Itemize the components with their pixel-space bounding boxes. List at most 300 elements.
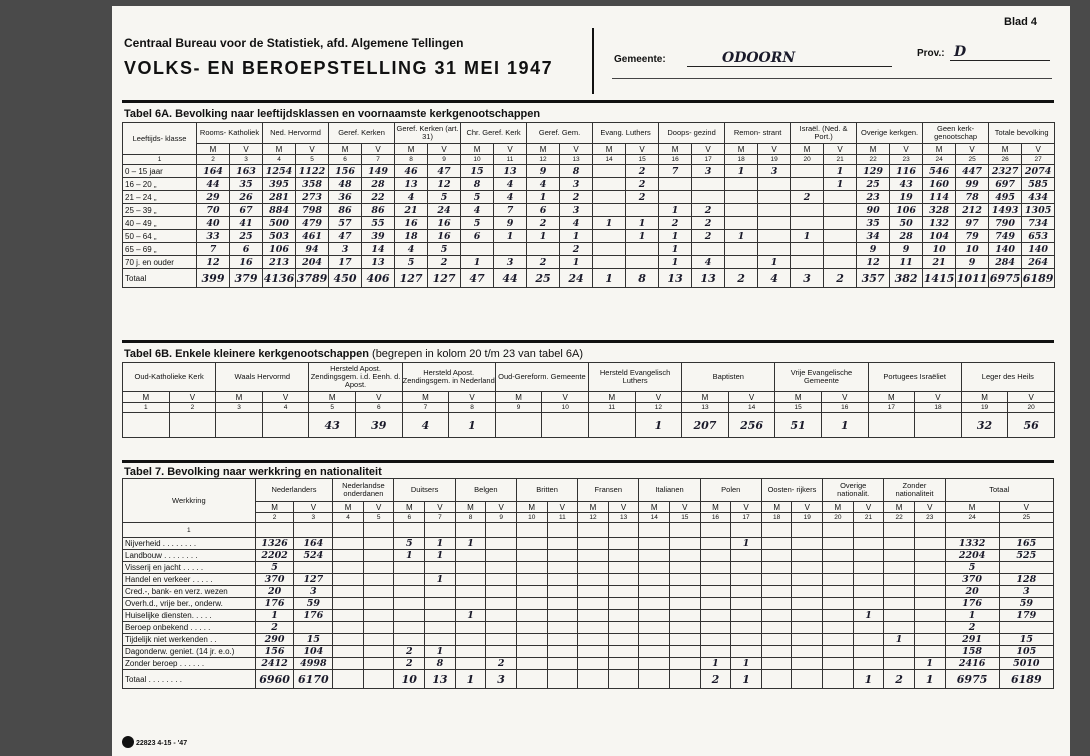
column-m: M <box>329 144 362 155</box>
table-6b-rule <box>122 340 1054 343</box>
column-group-header: Overige kerkgen. <box>857 123 923 144</box>
data-cell: 11 <box>890 256 923 269</box>
table-6b-heading: Enkele kleinere kerkgenootschappen <box>175 348 369 360</box>
data-cell: 90 <box>857 204 890 217</box>
data-cell: 39 <box>362 230 395 243</box>
total-cell: 13 <box>692 269 725 288</box>
bureau-name: Centraal Bureau voor de Statistiek, afd. Algemene Tellingen <box>124 36 464 50</box>
data-cell <box>731 598 762 610</box>
data-cell: 1 <box>494 230 527 243</box>
column-v: V <box>547 502 578 513</box>
data-cell <box>731 610 762 622</box>
total-cell: 24 <box>560 269 593 288</box>
data-cell: 16 <box>428 217 461 230</box>
column-number: 4 <box>262 403 309 413</box>
data-cell <box>725 178 758 191</box>
data-cell <box>593 256 626 269</box>
data-cell <box>824 243 857 256</box>
data-cell <box>725 204 758 217</box>
column-v: V <box>914 502 945 513</box>
data-cell <box>914 538 945 550</box>
column-number: 16 <box>659 155 692 165</box>
data-cell: 2 <box>560 191 593 204</box>
data-cell <box>731 586 762 598</box>
data-cell <box>333 634 364 646</box>
data-cell <box>547 634 578 646</box>
data-cell: 163 <box>230 165 263 178</box>
data-cell <box>761 550 792 562</box>
column-number: 16 <box>700 513 731 523</box>
data-cell <box>608 598 639 610</box>
column-number: 2 <box>169 403 216 413</box>
data-cell <box>547 622 578 634</box>
data-cell: 47 <box>428 165 461 178</box>
total-cell: 8 <box>626 269 659 288</box>
data-cell <box>516 562 547 574</box>
data-cell <box>725 256 758 269</box>
total-cell: 6189 <box>1022 269 1055 288</box>
age-class-label: 70 j. en ouder <box>123 256 197 269</box>
data-cell <box>731 634 762 646</box>
column-group-header: Oud-Gereform. Gemeente <box>495 363 588 392</box>
data-cell <box>593 165 626 178</box>
data-cell <box>455 550 486 562</box>
table-row <box>123 634 1054 646</box>
werkkring-label: Visserij en jacht . . . . . <box>123 562 256 574</box>
data-cell <box>486 574 517 586</box>
data-cell: 47 <box>329 230 362 243</box>
data-cell <box>792 598 823 610</box>
data-cell: 129 <box>857 165 890 178</box>
printer-logo-icon <box>122 736 134 748</box>
total-cell <box>333 670 364 689</box>
data-cell: 2 <box>394 646 425 658</box>
data-cell: 2 <box>527 256 560 269</box>
table-6a <box>122 122 1055 288</box>
data-cell: 25 <box>230 230 263 243</box>
column-group-header: Portugees Israëliet <box>868 363 961 392</box>
column-number: 20 <box>791 155 824 165</box>
column-group-header: Overige nationalit. <box>823 479 884 502</box>
column-group-header: Leger des Heils <box>961 363 1054 392</box>
column-number: 17 <box>731 513 762 523</box>
data-cell <box>700 538 731 550</box>
data-cell <box>731 622 762 634</box>
column-number: 7 <box>425 513 456 523</box>
data-cell <box>363 550 394 562</box>
data-cell: 165 <box>999 538 1053 550</box>
data-cell <box>455 598 486 610</box>
empty-cell <box>945 523 999 538</box>
data-cell: 1 <box>425 538 456 550</box>
data-cell <box>547 574 578 586</box>
table-6a-label: Tabel 6A. <box>124 108 173 120</box>
data-cell: 105 <box>999 646 1053 658</box>
data-cell <box>823 646 854 658</box>
total-label: Totaal . . . . . . . . <box>123 670 256 689</box>
table-row <box>123 658 1054 670</box>
column-group-header: Totaal <box>945 479 1053 502</box>
data-cell <box>914 586 945 598</box>
data-cell <box>516 658 547 670</box>
column-group-header: Rooms- Katholiek <box>197 123 263 144</box>
data-cell: 1 <box>824 178 857 191</box>
column-v: V <box>169 392 216 403</box>
data-cell: 1 <box>425 574 456 586</box>
column-number: 23 <box>890 155 923 165</box>
data-cell <box>578 598 609 610</box>
total-cell: 2 <box>824 269 857 288</box>
column-m: M <box>945 502 999 513</box>
data-cell <box>999 622 1053 634</box>
empty-cell <box>363 523 394 538</box>
data-cell: 1326 <box>255 538 294 550</box>
column-number: 14 <box>639 513 670 523</box>
age-class-label: 40 – 49 „ <box>123 217 197 230</box>
column-number: 19 <box>792 513 823 523</box>
column-number: 24 <box>945 513 999 523</box>
empty-cell <box>294 523 333 538</box>
data-cell <box>639 622 670 634</box>
data-cell: 500 <box>263 217 296 230</box>
data-cell: 13 <box>362 256 395 269</box>
data-cell: 57 <box>329 217 362 230</box>
data-cell: 2 <box>692 204 725 217</box>
column-m: M <box>333 502 364 513</box>
data-cell: 1 <box>700 658 731 670</box>
data-cell <box>792 610 823 622</box>
data-cell <box>791 165 824 178</box>
column-m: M <box>309 392 356 403</box>
data-cell <box>853 658 884 670</box>
data-cell: 2 <box>527 217 560 230</box>
column-m: M <box>123 392 170 403</box>
form-title: VOLKS- EN BEROEPSTELLING 31 MEI 1947 <box>124 58 554 78</box>
data-cell: 204 <box>296 256 329 269</box>
column-group-header: Duitsers <box>394 479 455 502</box>
data-cell: 94 <box>296 243 329 256</box>
column-m: M <box>394 502 425 513</box>
data-cell: 14 <box>362 243 395 256</box>
age-class-label: 21 – 24 „ <box>123 191 197 204</box>
data-cell: 1 <box>731 658 762 670</box>
data-cell <box>547 610 578 622</box>
data-cell: 4 <box>402 413 449 438</box>
data-cell <box>884 574 915 586</box>
data-cell <box>333 622 364 634</box>
empty-cell <box>255 523 294 538</box>
age-class-label: 0 – 15 jaar <box>123 165 197 178</box>
table-7-mv-row <box>123 502 1054 513</box>
data-cell: 104 <box>294 646 333 658</box>
data-cell: 2074 <box>1022 165 1055 178</box>
data-cell: 106 <box>890 204 923 217</box>
data-cell <box>884 622 915 634</box>
column-v: V <box>758 144 791 155</box>
total-cell: 6960 <box>255 670 294 689</box>
data-cell <box>639 634 670 646</box>
total-cell: 357 <box>857 269 890 288</box>
data-cell <box>758 217 791 230</box>
data-cell: 2 <box>428 256 461 269</box>
column-group-header: Oosten- rijkers <box>761 479 822 502</box>
data-cell <box>363 634 394 646</box>
empty-cell <box>455 523 486 538</box>
data-cell <box>169 413 216 438</box>
data-cell <box>853 622 884 634</box>
data-cell <box>333 550 364 562</box>
table-6b <box>122 362 1055 438</box>
column-m: M <box>989 144 1022 155</box>
data-cell: 86 <box>362 204 395 217</box>
data-cell: 3 <box>999 586 1053 598</box>
data-cell: 104 <box>923 230 956 243</box>
column-m: M <box>395 144 428 155</box>
data-cell <box>792 622 823 634</box>
total-cell: 2 <box>725 269 758 288</box>
column-number: 10 <box>542 403 589 413</box>
data-cell <box>333 658 364 670</box>
column-number: 22 <box>857 155 890 165</box>
data-cell: 2 <box>945 622 999 634</box>
table-6b-title <box>124 348 583 360</box>
data-cell: 2 <box>692 230 725 243</box>
column-m: M <box>578 502 609 513</box>
data-cell <box>608 574 639 586</box>
data-cell <box>700 610 731 622</box>
data-cell: 2 <box>560 243 593 256</box>
data-cell <box>394 622 425 634</box>
column-number: 11 <box>589 403 636 413</box>
data-cell <box>626 243 659 256</box>
data-cell <box>791 178 824 191</box>
data-cell <box>791 204 824 217</box>
column-group-header: Israël. (Ned. & Port.) <box>791 123 857 144</box>
column-m: M <box>255 502 294 513</box>
data-cell: 6 <box>461 230 494 243</box>
column-group-header: Doops- gezind <box>659 123 725 144</box>
data-cell: 1 <box>659 256 692 269</box>
column-v: V <box>792 502 823 513</box>
total-cell <box>363 670 394 689</box>
data-cell <box>516 610 547 622</box>
table-6b-mv-row <box>123 392 1055 403</box>
column-number: 26 <box>989 155 1022 165</box>
table-6a-rule <box>122 100 1054 103</box>
data-cell: 2 <box>626 165 659 178</box>
data-cell: 1 <box>659 243 692 256</box>
data-cell <box>731 646 762 658</box>
data-cell: 697 <box>989 178 1022 191</box>
data-cell <box>516 538 547 550</box>
data-cell <box>593 243 626 256</box>
data-cell <box>692 243 725 256</box>
data-cell <box>823 562 854 574</box>
table-row <box>123 178 1055 191</box>
data-cell: 281 <box>263 191 296 204</box>
age-class-label: 50 – 64 „ <box>123 230 197 243</box>
data-cell: 4 <box>692 256 725 269</box>
data-cell <box>294 562 333 574</box>
table-row <box>123 574 1054 586</box>
column-m: M <box>461 144 494 155</box>
werkkring-label: Handel en verkeer . . . . . <box>123 574 256 586</box>
column-v: V <box>486 502 517 513</box>
table-row <box>123 622 1054 634</box>
column-number: 13 <box>608 513 639 523</box>
data-cell <box>425 610 456 622</box>
werkkring-label: Nijverheid . . . . . . . . <box>123 538 256 550</box>
data-cell: 1 <box>527 230 560 243</box>
column-v: V <box>824 144 857 155</box>
empty-cell <box>547 523 578 538</box>
table-7-rule <box>122 460 1054 463</box>
column-v: V <box>956 144 989 155</box>
data-cell: 2327 <box>989 165 1022 178</box>
data-cell: 4998 <box>294 658 333 670</box>
table-row <box>123 204 1055 217</box>
data-cell <box>884 598 915 610</box>
data-cell <box>792 574 823 586</box>
data-cell: 9 <box>527 165 560 178</box>
empty-cell <box>639 523 670 538</box>
data-cell: 23 <box>857 191 890 204</box>
column-number: 11 <box>547 513 578 523</box>
data-cell: 10 <box>956 243 989 256</box>
data-cell <box>700 562 731 574</box>
data-cell <box>823 550 854 562</box>
data-cell: 734 <box>1022 217 1055 230</box>
data-cell <box>823 658 854 670</box>
total-cell: 4 <box>758 269 791 288</box>
data-cell <box>823 586 854 598</box>
column-v: V <box>608 502 639 513</box>
data-cell <box>516 598 547 610</box>
column-number: 20 <box>1008 403 1055 413</box>
data-cell: 5 <box>394 538 425 550</box>
total-cell: 13 <box>659 269 692 288</box>
data-cell <box>884 658 915 670</box>
data-cell: 7 <box>197 243 230 256</box>
data-cell <box>761 574 792 586</box>
data-cell <box>670 550 701 562</box>
data-cell <box>578 646 609 658</box>
data-cell: 20 <box>255 586 294 598</box>
column-group-header: Hersteld Apost. Zendingsgem. i.d. Eenh. d. Apost. <box>309 363 402 392</box>
data-cell <box>486 598 517 610</box>
data-cell: 176 <box>945 598 999 610</box>
data-cell: 3 <box>692 165 725 178</box>
data-cell: 3 <box>560 178 593 191</box>
data-cell: 495 <box>989 191 1022 204</box>
column-number: 2 <box>255 513 294 523</box>
data-cell: 28 <box>362 178 395 191</box>
data-cell <box>363 646 394 658</box>
data-cell <box>791 243 824 256</box>
total-label: Totaal <box>123 269 197 288</box>
empty-cell <box>853 523 884 538</box>
data-cell <box>700 550 731 562</box>
data-cell <box>824 191 857 204</box>
werkkring-label: Tijdelijk niet werkenden . . <box>123 634 256 646</box>
column-number: 20 <box>823 513 854 523</box>
data-cell <box>363 610 394 622</box>
column-m: M <box>700 502 731 513</box>
column-number: 9 <box>428 155 461 165</box>
data-cell <box>868 413 915 438</box>
table-6a-header-row <box>123 123 1055 144</box>
total-cell: 6189 <box>999 670 1053 689</box>
data-cell: 585 <box>1022 178 1055 191</box>
data-cell <box>639 646 670 658</box>
data-cell: 3 <box>329 243 362 256</box>
column-m: M <box>593 144 626 155</box>
data-cell: 8 <box>461 178 494 191</box>
data-cell <box>853 586 884 598</box>
data-cell: 70 <box>197 204 230 217</box>
data-cell <box>608 562 639 574</box>
column-number: 17 <box>868 403 915 413</box>
data-cell: 798 <box>296 204 329 217</box>
werkkring-label: Overh.d., vrije ber., onderw. <box>123 598 256 610</box>
column-number: 19 <box>961 403 1008 413</box>
column-v: V <box>425 502 456 513</box>
data-cell: 884 <box>263 204 296 217</box>
column-v: V <box>915 392 962 403</box>
column-m: M <box>682 392 729 403</box>
data-cell <box>394 598 425 610</box>
gemeente-label: Gemeente: <box>614 54 666 65</box>
column-group-header: Italianen <box>639 479 700 502</box>
data-cell <box>791 217 824 230</box>
data-cell <box>639 610 670 622</box>
data-cell <box>486 622 517 634</box>
data-cell <box>758 178 791 191</box>
column-group-header: Hersteld Evangelisch Luthers <box>589 363 682 392</box>
data-cell: 370 <box>945 574 999 586</box>
column-m: M <box>761 502 792 513</box>
data-cell: 160 <box>923 178 956 191</box>
data-cell <box>123 413 170 438</box>
data-cell: 1 <box>659 230 692 243</box>
data-cell <box>670 634 701 646</box>
data-cell: 8 <box>560 165 593 178</box>
column-m: M <box>495 392 542 403</box>
data-cell: 13 <box>494 165 527 178</box>
data-cell <box>425 562 456 574</box>
data-cell <box>914 646 945 658</box>
column-v: V <box>542 392 589 403</box>
data-cell <box>516 622 547 634</box>
data-cell <box>731 550 762 562</box>
data-cell <box>608 550 639 562</box>
column-number: 25 <box>999 513 1053 523</box>
column-m: M <box>197 144 230 155</box>
data-cell <box>363 586 394 598</box>
data-cell <box>578 538 609 550</box>
data-cell: 1 <box>255 610 294 622</box>
column-m: M <box>216 392 263 403</box>
table-row <box>123 217 1055 230</box>
data-cell <box>394 562 425 574</box>
data-cell <box>791 256 824 269</box>
data-cell: 2 <box>626 178 659 191</box>
column-m: M <box>791 144 824 155</box>
data-cell: 3 <box>494 256 527 269</box>
data-cell <box>792 550 823 562</box>
data-cell <box>700 622 731 634</box>
data-cell: 9 <box>890 243 923 256</box>
